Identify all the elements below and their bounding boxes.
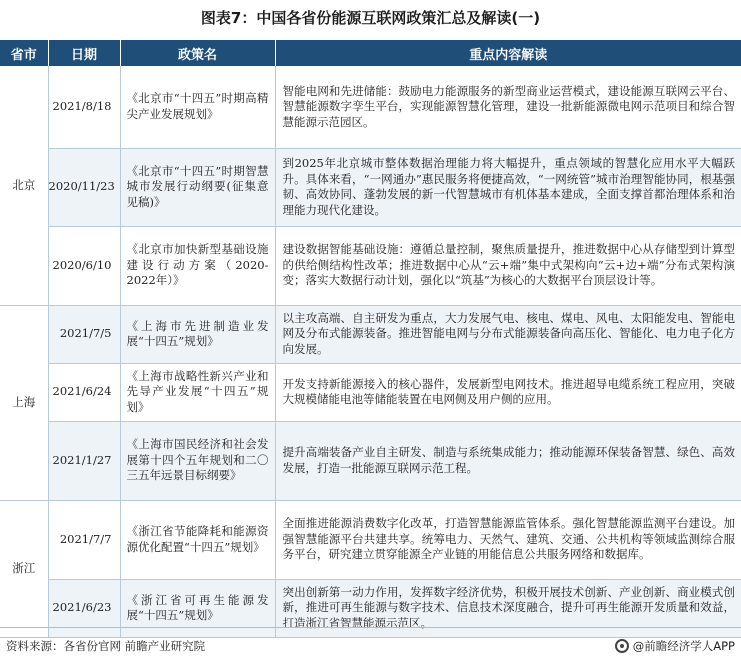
figure-title: 图表7：中国各省份能源互联网政策汇总及解读(一) [200, 9, 541, 27]
date-cell: 2021/1/27 [48, 421, 120, 500]
content-cell: 以主攻高端、自主研发为重点，大力发展气电、核电、煤电、风电、太阳能发电、智能电网及分布式能源装备。推进智能电网与分布式能源装备向高压化、智能化、电力电子化方向发展。 [275, 305, 741, 363]
header-province: 省市 [0, 40, 48, 66]
content-cell: 开发支持新能源接入的核心器件，发展新型电网技术。推进超导电缆系统工程应用，突破大规模储能电池等储能装置在电网侧及用户侧的应用。 [275, 363, 741, 421]
policy-name-cell: 《上海市战略性新兴产业和先导产业发展“十四五”规划》 [120, 363, 275, 421]
date-cell: 2020/6/10 [48, 226, 120, 305]
table-row [0, 66, 741, 148]
policy-name-cell: 《浙江省节能降耗和能源资源优化配置“十四五”规划》 [120, 500, 275, 579]
content-cell: 到2025年北京城市整体数据治理能力将大幅提升，重点领域的智慧化应用水平大幅跃升。具体来看，“一网通办”惠民服务将便捷高效，“一网统管”城市治理智能协同，根基强韧、高效协同、蓬勃发展的新一代智慧城市有机体基本建成，全面支撑首都治理体系和治理能力现代化建设。 [275, 148, 741, 226]
date-cell: 2021/8/18 [48, 66, 120, 148]
province-cell-shanghai: 上海 [0, 305, 48, 500]
date-cell: 2020/11/23 [48, 148, 120, 226]
table-row [0, 421, 741, 500]
policy-name-cell: 《浙江省可再生能源发展“十四五”规划》 [120, 579, 275, 637]
header-content: 重点内容解读 [275, 40, 741, 66]
header-date: 日期 [48, 40, 120, 66]
date-cell: 2021/7/5 [48, 305, 120, 363]
table-row [0, 226, 741, 305]
policy-name-cell: 《上海市先进制造业发展“十四五”规划》 [120, 305, 275, 363]
content-cell: 智能电网和先进储能：鼓励电力能源服务的新型商业运营模式，建设能源互联网云平台、智慧能源数字孪生平台，实现能源智慧化管理，建设一批新能源微电网示范项目和综合智慧能源示范园区。 [275, 66, 741, 148]
date-cell: 2021/6/23 [48, 579, 120, 637]
source-note: 资料来源：各省份官网 前瞻产业研究院 [6, 639, 206, 653]
table-header-row [0, 40, 741, 66]
content-cell: 全面推进能源消费数字化改革，打造智慧能源监管体系。强化智慧能源监测平台建设。加强智慧能源平台共建共享。统筹电力、天然气、建筑、交通、公共机构等领域监测综合服务平台，研究建立贯穿能源全产业链的用能信息公共服务网络和数据库。 [275, 500, 741, 579]
date-cell: 2021/7/7 [48, 500, 120, 579]
qianzhan-logo-icon [615, 639, 629, 653]
content-cell: 建设数据智能基础设施：遵循总量控制，聚焦质量提升，推进数据中心从存储型到计算型的供给侧结构性改革；推进数据中心从“云+端”集中式架构向“云+边+端”分布式架构演变；落实大数据行动计划，强化以“筑基”为核心的大数据平台顶层设计等。 [275, 226, 741, 305]
table-row [0, 363, 741, 421]
table-row [0, 500, 741, 579]
table-row [0, 305, 741, 363]
province-cell-zhejiang: 浙江 [0, 500, 48, 637]
policy-name-cell: 《北京市加快新型基础设施建设行动方案（2020-2022年）》 [120, 226, 275, 305]
table-row [0, 148, 741, 226]
header-policy: 政策名 [120, 40, 275, 66]
policy-name-cell: 《北京市“十四五”时期智慧城市发展行动纲要(征集意见稿)》 [120, 148, 275, 226]
content-cell: 突出创新第一动力作用，发挥数字经济优势，积极开展技术创新、产业创新、商业模式创新，推进可再生能源与数字技术、信息技术深度融合，提升可再生能源开发质量和效益，打造浙江省智慧能源示范区。 [275, 579, 741, 637]
content-cell: 提升高端装备产业自主研发、制造与系统集成能力；推动能源环保装备智慧、绿色、高效发展，打造一批能源互联网示范工程。 [275, 421, 741, 500]
policy-name-cell: 《北京市“十四五”时期高精尖产业发展规划》 [120, 66, 275, 148]
policy-name-cell: 《上海市国民经济和社会发展第十四个五年规划和二〇三五年远景目标纲要》 [120, 421, 275, 500]
footer [0, 627, 741, 664]
brand-text: @前瞻经济学人APP [632, 639, 735, 653]
province-cell-beijing: 北京 [0, 66, 48, 305]
brand-credit [615, 638, 735, 654]
date-cell: 2021/6/24 [48, 363, 120, 421]
policy-table [0, 40, 741, 638]
